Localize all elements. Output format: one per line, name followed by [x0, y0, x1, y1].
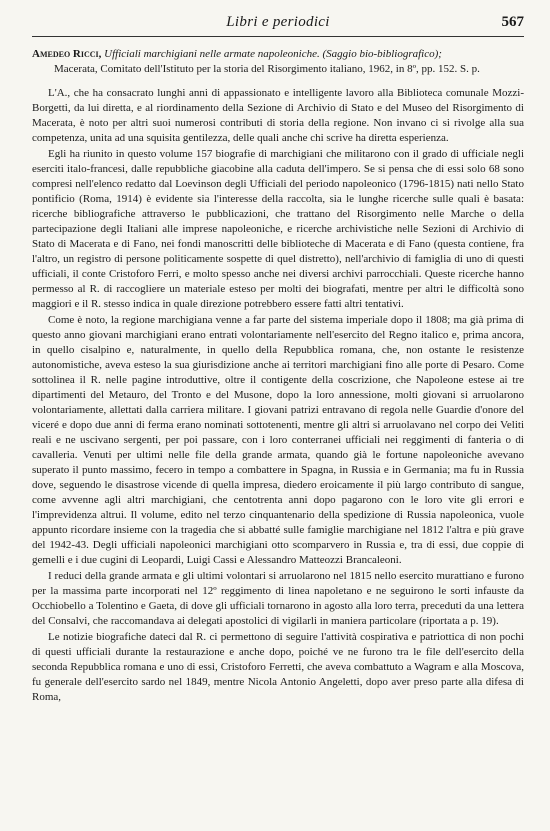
page-number: 567 [501, 14, 524, 30]
paragraph: Egli ha riunito in questo volume 157 biografie di marchigiani che militarono con il grado di ufficiale negli eserciti italo-francesi, dalle repubbliche giacobine alla caduta dell'impero. Se si pensa che di essi solo 68 sono compresi nell'elenco redatto dal Loevinson degli Ufficiali del periodo napoleonico (1796-1815) nati nello Stato pontificio (Roma, 1914) è evidente sia l'interesse della raccolta, sia le lunghe ricerche sulle quali è basata: ricerche bibliografiche attraverso le pubblicazioni, che trattano del Risorgimento nelle Marche o della partecipazione degli Italiani alle imprese napoleoniche, e ricerche archivistiche nelle Sezioni di Archivio di Stato di Macerata e di Fano, nei fondi manoscritti delle biblioteche di Macerata e di Fano (questa contiene, fra l'altro, un registro di persone politicamente sospette di quel distretto), nell'archivio di famiglia di uno di questi ufficiali, il conte Cristoforo Ferri, e molto spesso anche nei diversi archivi parrocchiali. Queste ricerche hanno permesso al R. di raccogliere un materiale esteso per molti dei biografati, mentre per altri le difficoltà sono maggiori e il R. stesso indica in quale direzione potrebbero essere fatti altri tentativi. [32, 148, 524, 310]
paragraph: L'A., che ha consacrato lunghi anni di appassionato e intelligente lavoro alla Biblioteca comunale Mozzi-Borgetti, da lui diretta, e al riordinamento della Sezione di Archivio di Stato e del Museo del Risorgimento di Macerata, è noto per altri suoi numerosi contributi di storia della regione. Non invano ci si rivolge alla sua competenza, unita ad una squisita gentilezza, delle quali anche chi scrive ha diretta esperienza. [32, 87, 524, 144]
paragraph: I reduci della grande armata e gli ultimi volontari si arruolarono nel 1815 nello esercito murattiano e furono per la massima parte incorporati nel 12º reggimento di linea napoletano e ne seguirono le sorti infauste da Occhiobello a Tolentino e Gaeta, di dove gli ufficiali tornarono in agosto alla loro terra, preceduti da una lettera del Consalvi, che raccomandava ai delegati apostolici di vigilarli in maniera particolare (riportata a p. 19). [32, 570, 524, 627]
review-body [32, 86, 524, 705]
running-title: Libri e periodici [226, 14, 330, 30]
running-head [32, 14, 524, 37]
entry-title: Ufficiali marchigiani nelle armate napoleoniche. (Saggio bio-bibliografico); [101, 48, 442, 60]
entry-publication: Macerata, Comitato dell'Istituto per la storia del Risorgimento italiano, 1962, in 8º, pp. 152. S. p. [54, 63, 480, 75]
bibliographic-entry [32, 47, 524, 77]
entry-author: Amedeo Ricci, [32, 48, 102, 60]
paragraph: Le notizie biografiche dateci dal R. ci permettono di seguire l'attività cospirativa e patriottica di non pochi di questi ufficiali durante la restaurazione e anche dopo, poiché ve ne furono tra le file dell'esercito della seconda Repubblica romana e uno di essi, Cristoforo Ferretti, che aveva combattuto a Wagram e alla Moscova, fu generale dell'esercito sardo nel 1849, mentre Nicola Antonio Angeletti, dopo aver preso parte alla difesa di Roma, [32, 631, 524, 703]
paragraph: Come è noto, la regione marchigiana venne a far parte del sistema imperiale dopo il 1808; ma già prima di questo anno giovani marchigiani erano entrati volontariamente nell'esercito del Regno italico e, prima ancora, in quello cisalpino e, naturalmente, in quello della Repubblica romana, che, non ostante le resistenze autonomistiche, aveva esteso la sua giurisdizione anche ai territori marchigiani fino alle porte di Pesaro. Come sottolinea il R. nelle pagine introduttive, oltre il contigente della coscrizione, che Napoleone estese ai tre dipartimenti del Metauro, del Tronto e del Musone, dopo la loro annessione, molti giovani si arruolarono volontariamente, allettati dalla carriera militare. I giovani patrizi entravano di regola nelle Guardie d'onore del viceré e dopo due anni di ferma erano nominati sottotenenti, mentre gli altri si arruolavano nel corpo dei Veliti reali e ne uscivano sergenti, per poi passare, con i loro conterranei ufficiali nei reggimenti di fanteria o di cavalleria. Venuti per ultimi nelle file della grande armata, quando già le fortune napoleoniche avevano superato il punto massimo, fecero in tempo a combattere in Spagna, in Russia e in Germania; ma fu in Russia dove, seguendo le disastrose vicende di quella impresa, diedero eroicamente il più largo contributo di sangue, come avvenne agli altri marchigiani, che centotrenta anni dopo pagarono con le loro vite gli errori e l'imprevidenza altrui. Il volume, edito nel terzo cinquantenario della spedizione di Russia napoleonica, vuole appunto ricordare insieme con la tragedia che si abbatté sulle famiglie marchigiane nel 1812 l'altra e più grave del 1942-43. Degli ufficiali napoleonici marchigiani otto scomparvero in Russia e, tra di essi, due coppie di gemelli e i due cugini di Leopardi, Luigi Cassi e Alessandro Matteozzi Brancaleoni. [32, 314, 524, 566]
